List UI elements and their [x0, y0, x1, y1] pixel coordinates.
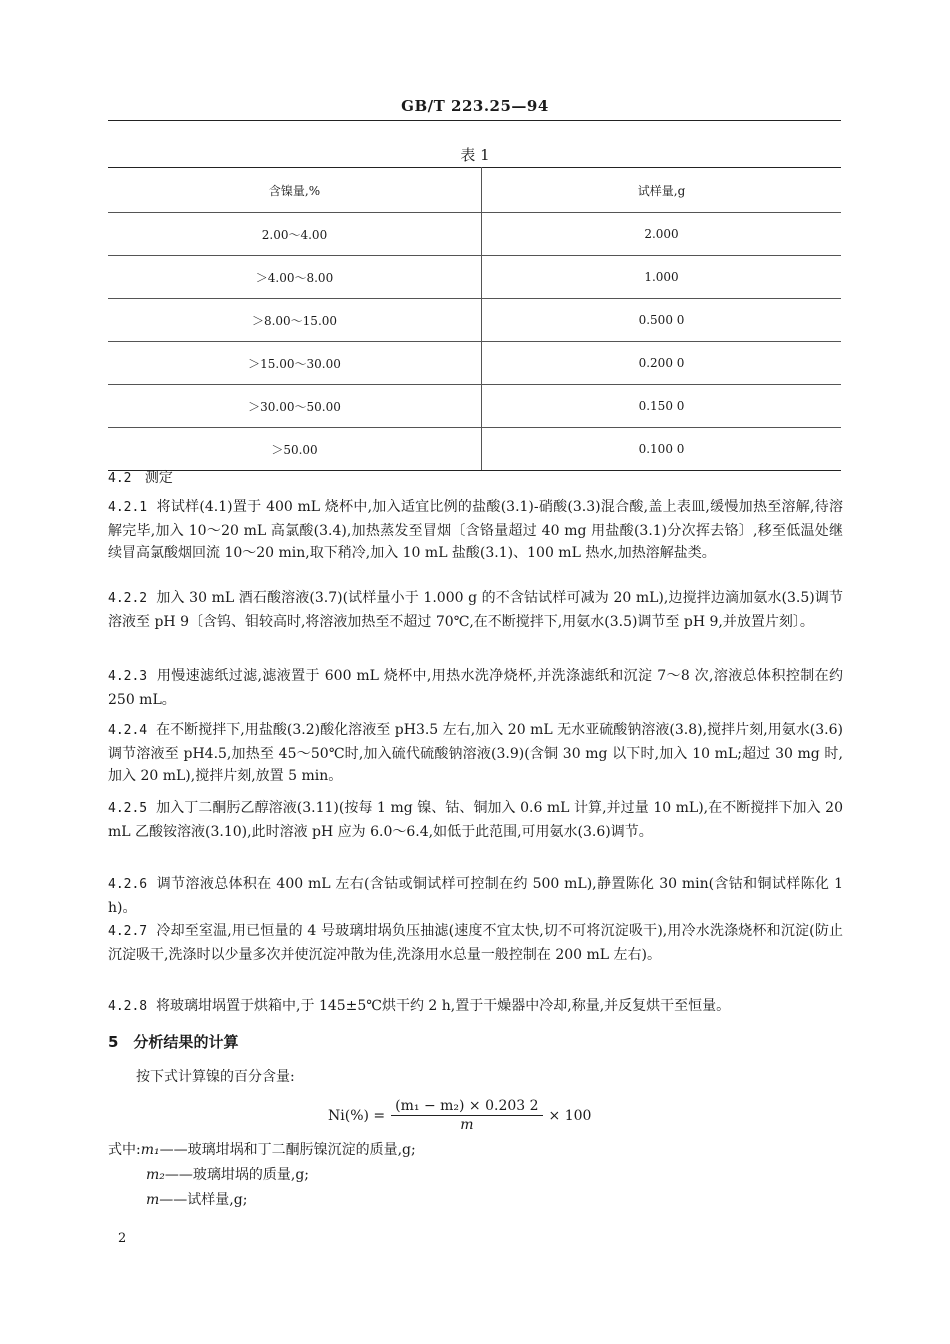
- formula-numerator: (m₁ − m₂) × 0.203 2: [391, 1098, 542, 1116]
- nickel-range-cell: 2.00～4.00: [108, 213, 482, 256]
- section-heading-5: 5 分析结果的计算: [108, 1033, 239, 1051]
- nickel-range-cell: ＞30.00～50.00: [108, 385, 482, 428]
- variable-description: ——玻璃坩埚和丁二酮肟镍沉淀的质量,g;: [159, 1142, 416, 1158]
- nickel-range-cell: ＞50.00: [108, 428, 482, 471]
- sample-mass-cell: 1.000: [482, 256, 842, 299]
- clause-text: 将玻璃坩埚置于烘箱中,于 145±5℃烘干约 2 h,置于干燥器中冷却,称量,并反复烘干至恒量。: [156, 998, 731, 1014]
- formula-lhs: Ni(%) =: [328, 1107, 386, 1124]
- formula-fraction: [391, 1098, 542, 1133]
- standard-number-header: GB/T 223.25—94: [401, 97, 549, 115]
- clause-text: 用慢速滤纸过滤,滤液置于 600 mL 烧杯中,用热水洗净烧杯,并洗涤滤纸和沉淀 7～8 次,溶液总体积控制在约 250 mL。: [108, 668, 843, 708]
- table-row: [108, 256, 841, 299]
- variable-symbol: m₁: [140, 1142, 160, 1158]
- table-row: [108, 428, 841, 471]
- clause-number: 4.2.1: [108, 500, 148, 515]
- column-header-sample-mass: 试样量,g: [482, 168, 842, 213]
- clause-text: 在不断搅拌下,用盐酸(3.2)酸化溶液至 pH3.5 左右,加入 20 mL 无水亚硫酸钠溶液(3.8),搅拌片刻,用氨水(3.6)调节溶液至 pH4.5,加热至 45～50℃时,加入硫代硫酸钠溶液(3.9)(含铜 30 mg 以下时,加入 10 mL;超过 30 mg 时,加入 20 mL),搅拌片刻,放置 5 min。: [108, 722, 843, 784]
- nickel-range-cell: ＞8.00～15.00: [108, 299, 482, 342]
- table-row: [108, 213, 841, 256]
- page-number: 2: [118, 1231, 127, 1246]
- nickel-range-cell: ＞4.00～8.00: [108, 256, 482, 299]
- formula-denominator: m: [460, 1117, 474, 1133]
- paragraph-4-2-7: [108, 920, 843, 966]
- nickel-range-cell: ＞15.00～30.00: [108, 342, 482, 385]
- variable-description: ——试样量,g;: [159, 1192, 248, 1208]
- variable-definition: [108, 1139, 416, 1159]
- sample-mass-cell: 2.000: [482, 213, 842, 256]
- nickel-formula: [328, 1098, 591, 1133]
- clause-text: 将试样(4.1)置于 400 mL 烧杯中,加入适宜比例的盐酸(3.1)-硝酸(3.3)混合酸,盖上表皿,缓慢加热至溶解,待溶解完毕,加入 10～20 mL 高氯酸(3.4),加热蒸发至冒烟〔含铬量超过 40 mg 用盐酸(3.1)分次挥去铬〕,移至低温处继续冒高氯酸烟回流 10～20 min,取下稍冷,加入 10 mL 盐酸(3.1)、100 mL 热水,加热溶解盐类。: [108, 499, 843, 561]
- paragraph-4-2-2: [108, 587, 843, 633]
- clause-text: 加入丁二酮肟乙醇溶液(3.11)(按每 1 mg 镍、钴、铜加入 0.6 mL 计算,并过量 10 mL),在不断搅拌下加入 20 mL 乙酸铵溶液(3.10),此时溶液 pH 应为 6.0～6.4,如低于此范围,可用氨水(3.6)调节。: [108, 800, 843, 840]
- sample-mass-cell: 0.200 0: [482, 342, 842, 385]
- paragraph-4-2-8: [108, 995, 843, 1019]
- section-heading-4-2: [108, 467, 843, 491]
- clause-number: 4.2.6: [108, 877, 148, 892]
- variable-symbol: m: [146, 1192, 160, 1208]
- paragraph-4-2-4: [108, 719, 843, 788]
- clause-text: 加入 30 mL 酒石酸溶液(3.7)(试样量小于 1.000 g 的不含钴试样可减为 20 mL),边搅拌边滴加氨水(3.5)调节溶液至 pH 9〔含钨、钼较高时,将溶液加热至不超过 70℃,在不断搅拌下,用氨水(3.5)调节至 pH 9,并放置片刻〕。: [108, 590, 843, 630]
- clause-number: 4.2.8: [108, 999, 148, 1014]
- variable-description: ——玻璃坩埚的质量,g;: [164, 1167, 310, 1183]
- paragraph-4-2-3: [108, 665, 843, 711]
- variable-definition: [146, 1164, 309, 1184]
- table-header-row: [108, 168, 841, 213]
- header-divider: [108, 120, 841, 121]
- clause-number: 4.2.2: [108, 591, 148, 606]
- formula-rhs: × 100: [548, 1107, 592, 1124]
- sample-mass-cell: 0.100 0: [482, 428, 842, 471]
- column-header-nickel-content: 含镍量,%: [108, 168, 482, 213]
- variable-definition: [146, 1189, 247, 1209]
- variable-symbol: m₂: [146, 1167, 165, 1183]
- clause-number: 4.2.5: [108, 801, 148, 816]
- table-row: [108, 385, 841, 428]
- table-row: [108, 299, 841, 342]
- paragraph-4-2-1: [108, 496, 843, 565]
- sample-mass-cell: 0.150 0: [482, 385, 842, 428]
- table-caption: 表 1: [460, 146, 490, 164]
- clause-text: 调节溶液总体积在 400 mL 左右(含钴或铜试样可控制在约 500 mL),静置陈化 30 min(含钴和铜试样陈化 1 h)。: [108, 876, 844, 916]
- nickel-sample-table: [108, 167, 841, 471]
- table-row: [108, 342, 841, 385]
- clause-number: 4.2.4: [108, 723, 148, 738]
- sample-mass-cell: 0.500 0: [482, 299, 842, 342]
- paragraph-4-2-6: [108, 873, 843, 919]
- clause-number: 4.2.3: [108, 669, 148, 684]
- clause-text: 冷却至室温,用已恒量的 4 号玻璃坩埚负压抽滤(速度不宜太快,切不可将沉淀吸干),用冷水洗涤烧杯和沉淀(防止沉淀吸干,洗涤时以少量多次并使沉淀冲散为佳,洗涤用水总量一般控制在 200 mL 左右)。: [108, 923, 843, 963]
- section-title: 测定: [144, 470, 173, 486]
- section-number: 4.2: [108, 471, 132, 486]
- calculation-intro: 按下式计算镍的百分含量:: [136, 1069, 295, 1085]
- paragraph-4-2-5: [108, 797, 843, 843]
- where-prefix: 式中:: [108, 1142, 141, 1158]
- clause-number: 4.2.7: [108, 924, 148, 939]
